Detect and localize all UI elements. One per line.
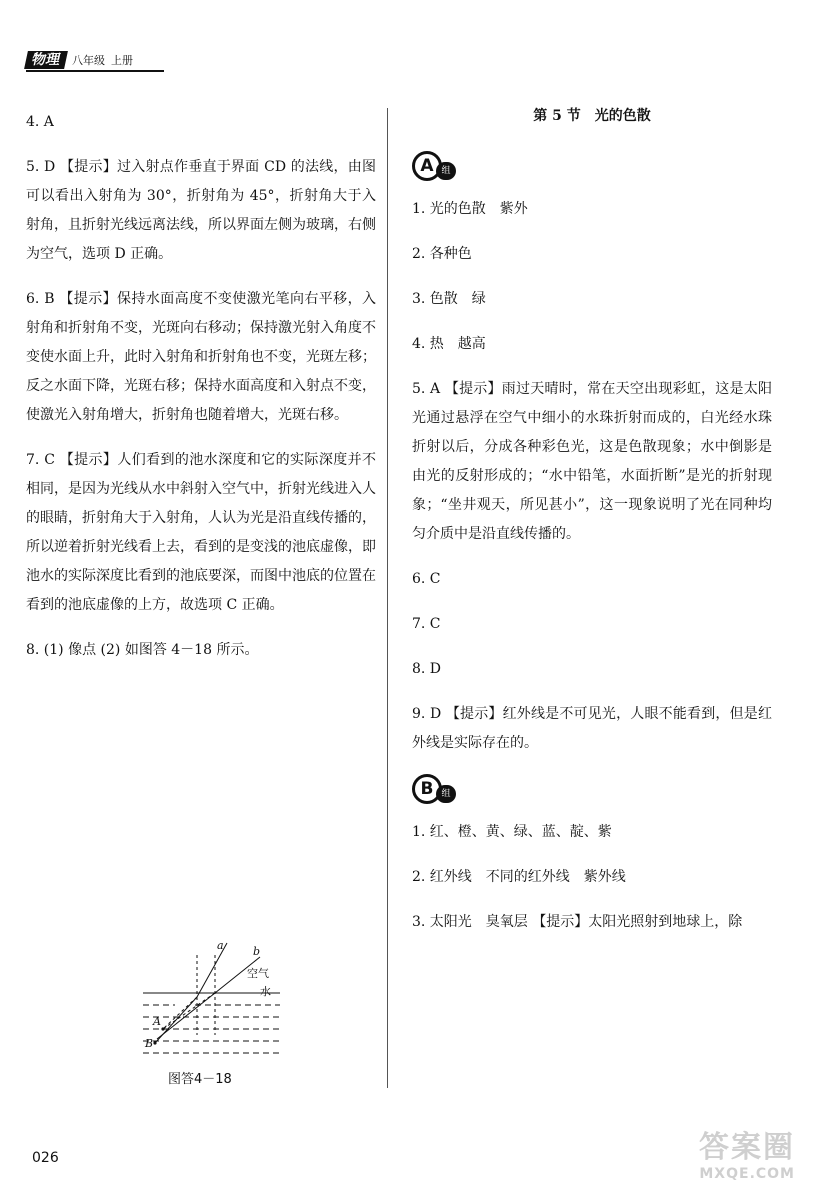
right-column: [412, 98, 772, 953]
answer-item: [412, 863, 772, 892]
group-b-suffix: 组: [436, 785, 456, 803]
answer-item: [412, 610, 772, 639]
answer-item: [412, 818, 772, 847]
answer-item: [412, 285, 772, 314]
answer-text: 4. A: [26, 114, 54, 130]
answer-text: 3. 色散 绿: [412, 291, 486, 307]
label-water: 水: [260, 985, 271, 998]
answer-text: 7. C: [412, 616, 441, 632]
section-title: 第 5 节 光的色散: [533, 108, 651, 124]
watermark-site: MXQE.COM: [699, 1166, 795, 1182]
answer-text: 9. D 【提示】红外线是不可见光，人眼不能看到，但是红外线是实际存在的。: [412, 706, 772, 751]
answer-item: [26, 446, 376, 620]
image-point-A: [161, 1027, 164, 1030]
group-b-badge: [412, 774, 456, 804]
answer-text: 1. 红、橙、黄、绿、蓝、靛、紫: [412, 824, 612, 840]
answer-item: [412, 700, 772, 758]
answer-text: 5. D 【提示】过入射点作垂直于界面 CD 的法线，由图可以看出入射角为 30°，折射角为 45°，折射角大于入射角，且折射光线远离法线，所以界面左侧为玻璃，右侧为空气，选项 D 正确。: [26, 159, 376, 262]
left-column: [26, 108, 376, 681]
answer-text: 5. A 【提示】雨过天晴时，常在天空出现彩虹，这是太阳光通过悬浮在空气中细小的水珠折射而成的，白光经水珠折射以后，分成各种彩色光，这是色散现象；水中倒影是由光的反射形成的；“水中铅笔，水面折断”是光的折射现象；“坐井观天，所见甚小”，这一现象说明了光在同种均匀介质中是沿直线传播的。: [412, 381, 772, 542]
answer-text: 2. 各种色: [412, 246, 472, 262]
label-air: 空气: [247, 967, 269, 980]
answer-item: [412, 375, 772, 549]
answer-text: 2. 红外线 不同的红外线 紫外线: [412, 869, 626, 885]
header-underline: [26, 70, 164, 72]
answer-text: 6. B 【提示】保持水面高度不变使激光笔向右平移，入射角和折射角不变，光斑向右移动；保持激光射入角度不变使水面上升，此时入射角和折射角也不变，光斑左移；反之水面下降，光斑右移；保持水面高度和入射点不变，使激光入射角增大，折射角也随着增大，光斑右移。: [26, 291, 376, 423]
page-number: 026: [32, 1150, 59, 1166]
page-header: [26, 50, 162, 70]
answer-text: 4. 热 越高: [412, 336, 486, 352]
header-subject: 物理: [24, 51, 68, 69]
header-grade: 八年级: [72, 54, 105, 67]
answer-item: [26, 636, 376, 665]
column-divider: [387, 108, 388, 1088]
answer-item: [412, 908, 772, 937]
group-b-letter: B: [412, 774, 442, 804]
label-A: A: [153, 1015, 161, 1028]
answer-item: [26, 285, 376, 430]
answer-text: 8. (1) 像点 (2) 如图答 4－18 所示。: [26, 642, 259, 658]
refracted-ray-b: [157, 993, 215, 1039]
answer-text: 3. 太阳光 臭氧层 【提示】太阳光照射到地球上，除: [412, 914, 743, 930]
answer-item: [26, 153, 376, 269]
label-B: B: [145, 1037, 154, 1050]
answer-text: 8. D: [412, 661, 442, 677]
watermark-logo: 答案圈: [699, 1130, 795, 1165]
answer-item: [412, 330, 772, 359]
answer-item: [412, 195, 772, 224]
answer-text: 6. C: [412, 571, 441, 587]
label-a: a: [217, 939, 224, 952]
object-point-B: [153, 1041, 156, 1044]
group-a-suffix: 组: [436, 162, 456, 180]
refraction-diagram: [135, 935, 285, 1085]
answer-item: [26, 108, 376, 137]
group-a-letter: A: [412, 151, 442, 181]
watermark: [645, 1130, 795, 1190]
group-a-badge: [412, 151, 456, 181]
figure-caption: 图答4－18: [168, 1072, 232, 1087]
answer-text: 1. 光的色散 紫外: [412, 201, 528, 217]
answer-text: 7. C 【提示】人们看到的池水深度和它的实际深度并不相同，是因为光线从水中斜射入空气中，折射光线进入人的眼睛，折射角大于入射角，人认为光是沿直线传播的，所以逆着折射光线看上去，看到的是变浅的池底虚像，即池水的实际深度比看到的池底要深，而图中池底的位置在看到的池底虚像的上方，故选项 C 正确。: [26, 452, 376, 613]
answer-item: [412, 565, 772, 594]
answer-item: [412, 655, 772, 684]
label-b: b: [253, 945, 261, 958]
answer-item: [412, 240, 772, 269]
header-term: 上册: [111, 54, 133, 67]
